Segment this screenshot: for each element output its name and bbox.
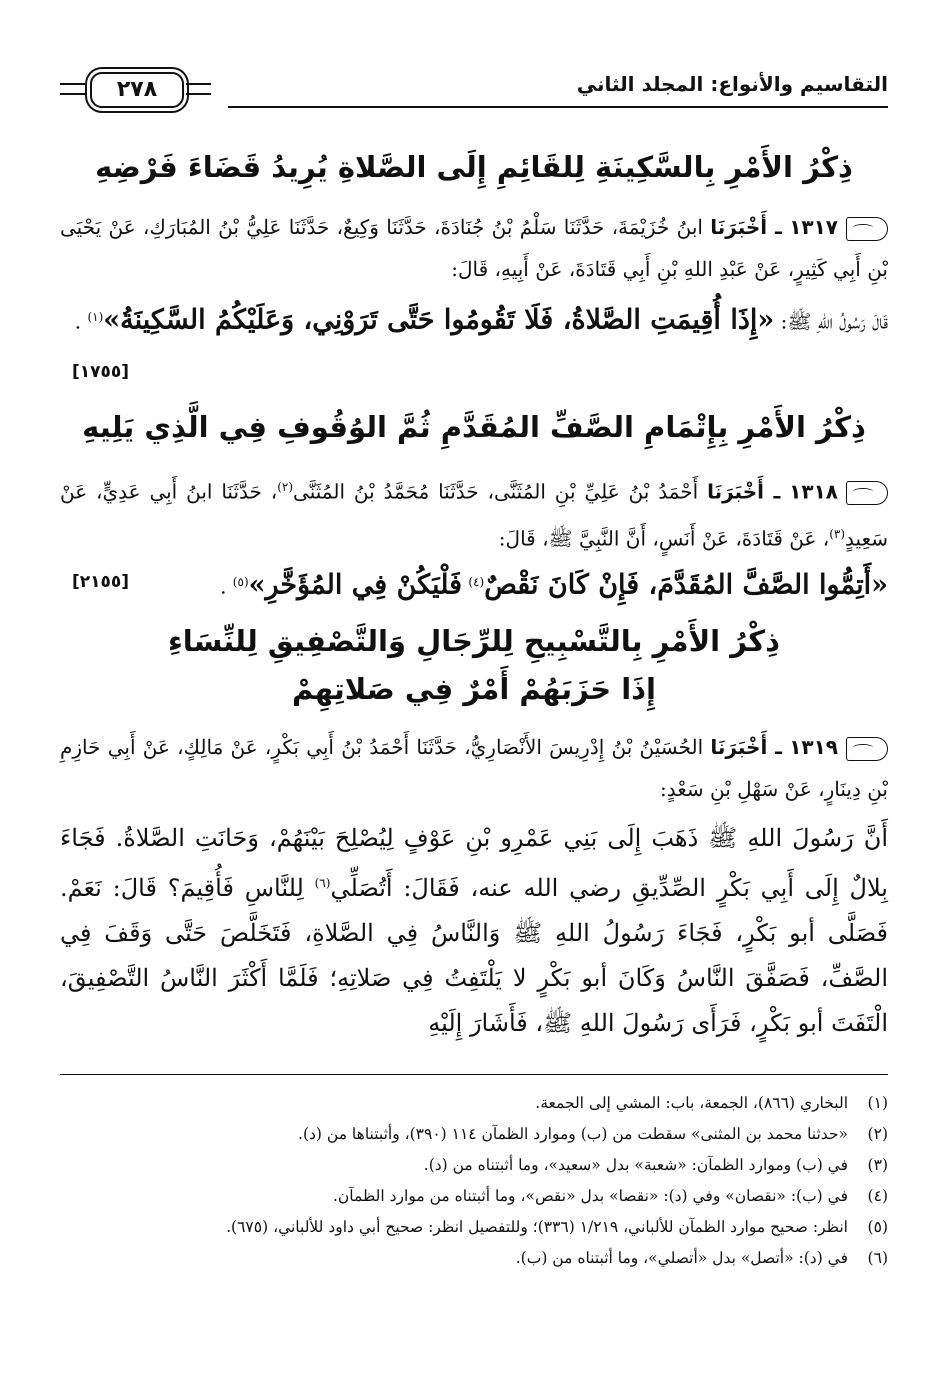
reference-number: [١٧٥٥] bbox=[72, 362, 130, 382]
matn-text: «إِذَا أُقِيمَتِ الصَّلاةُ، فَلَا تَقُومُوا حَتَّى تَرَوْنِي، وَعَلَيْكُمُ السَّكِينَةُ» bbox=[103, 304, 775, 336]
isnad-text: الحُسَيْنُ بْنُ إِدْرِيسَ الأَنْصَارِيُّ، حَدَّثَنَا أَحْمَدُ بْنُ أَبِي بَكْرٍ، عَنْ مَالِكٍ، عَنْ أَبِي حَازِمِ بْنِ دِينَارٍ، عَنْ سَهْلِ بْنِ سَعْدٍ: bbox=[60, 735, 888, 801]
section-heading-3a: ذِكْرُ الأَمْرِ بِالتَّسْبِيحِ لِلرِّجَالِ وَالتَّصْفِيقِ لِلنِّسَاءِ bbox=[167, 624, 781, 658]
footnote-text: في (ب) وموارد الظمآن: «شعبة» بدل «سعيد»، وما أثبتناه من (د). bbox=[423, 1156, 848, 1174]
hadith-number: ١٣١٩ bbox=[789, 735, 839, 759]
footnote-item bbox=[60, 1212, 888, 1243]
footnote-item bbox=[60, 1088, 888, 1119]
footnote-ref: (٢) bbox=[277, 480, 294, 494]
footnote-item bbox=[60, 1243, 888, 1274]
page-number: ٢٧٨ bbox=[90, 72, 184, 108]
page-number-box bbox=[60, 68, 210, 108]
footnote-number: (٦) bbox=[867, 1249, 888, 1267]
footnote-number: (٢) bbox=[867, 1125, 888, 1143]
matn-text-2: لِلنَّاسِ فَأُقِيمَ؟ قَالَ: نَعَمْ. فَصَلَّى أبو بَكْرٍ، فَجَاءَ رَسُولُ اللهِ ﷺ وَالنَّاسُ فِي الصَّلاةِ، فَتَخَلَّصَ حَتَّى وَقَفَ فِي الصَّفِّ، فَصَفَّقَ النَّاسُ وَكَانَ أبو بَكْرٍ لا يَلْتَفِتُ فِي صَلاتِهِ؛ فَلَمَّا أَكْثَرَ النَّاسُ التَّصْفِيقَ، الْتَفَتَ أبو بَكْرٍ، فَرَأَى رَسُولَ اللهِ ﷺ، فَأَشَارَ إِلَيْهِ bbox=[60, 874, 888, 1037]
isnad-text: ابنُ خُزَيْمَةَ، حَدَّثَنَا سَلْمُ بْنُ جُنَادَةَ، حَدَّثَنَا وَكِيعٌ، حَدَّثَنَا عَلِيُّ بْنُ المُبَارَكِ، عَنْ يَحْيَى بْنِ أَبِي كَثِيرٍ، عَنْ عَبْدِ اللهِ بْنِ أَبِي قَتَادَةَ، عَنْ أَبِيهِ، قَالَ: bbox=[60, 215, 888, 281]
matn-text-2: فَلْيَكُنْ فِي المُؤَخَّرِ» bbox=[248, 569, 463, 601]
hadith-matn bbox=[60, 816, 888, 1046]
footnote-text: انظر: صحيح موارد الظمآن للألباني، ١/٢١٩ (٣٣٦)؛ وللتفصيل انظر: صحيح أبي داود للألباني، (٦٧٥). bbox=[226, 1218, 848, 1236]
akhbarana-label: ـ أَخْبَرَنَا bbox=[707, 479, 781, 504]
akhbarana-label: ـ أَخْبَرَنَا bbox=[710, 735, 782, 759]
hadith-number: ١٣١٨ bbox=[789, 479, 838, 504]
section-heading-1: ذِكْرُ الأَمْرِ بِالسَّكِينَةِ لِلقَائِمِ إِلَى الصَّلاةِ يُرِيدُ قَضَاءَ فَرْضِهِ bbox=[95, 150, 853, 184]
footnote-ref: (٣) bbox=[829, 526, 846, 541]
running-title: التقاسيم والأنواع: المجلد الثاني bbox=[576, 72, 888, 96]
matn-text: أَنَّ رَسُولَ اللهِ ﷺ ذَهَبَ إِلَى بَنِي عَمْرِو بْنِ عَوْفٍ لِيُصْلِحَ بَيْنَهُمْ، وَحَانَتِ الصَّلاةُ. فَجَاءَ بِلالٌ إِلَى أَبِي بَكْرٍ الصِّدِّيقِ رضي الله عنه، فَقَالَ: أَتُصَلِّي bbox=[60, 824, 888, 902]
hadith-isnad bbox=[60, 466, 888, 559]
footnote-number: (٤) bbox=[867, 1187, 888, 1205]
footnote-ref: (٥) bbox=[232, 575, 249, 590]
footnote-text: في (ب): «نقصان» وفي (د): «نقصا» بدل «نقص»، وما أثبتناه من موارد الظمآن. bbox=[332, 1187, 848, 1205]
footnote-number: (٥) bbox=[867, 1218, 888, 1236]
hadith-1318 bbox=[60, 466, 888, 610]
left-ornament bbox=[60, 83, 85, 95]
footnote-ref: (٤) bbox=[468, 575, 485, 590]
right-ornament bbox=[186, 83, 211, 95]
footnote-separator bbox=[60, 1074, 888, 1075]
hadith-number: ١٣١٧ bbox=[789, 215, 839, 239]
footnote-number: (٣) bbox=[867, 1156, 888, 1174]
hadith-1319 bbox=[60, 726, 888, 1046]
section-heading-3b: إِذَا حَزَبَهُمْ أَمْرٌ فِي صَلاتِهِمْ bbox=[292, 672, 656, 706]
hadith-marker-icon bbox=[846, 481, 888, 505]
running-header bbox=[60, 68, 888, 112]
footnote-text: «حدثنا محمد بن المثنى» سقطت من (ب) وموارد الظمآن ١١٤ (٣٩٠)، وأثبتناها من (د). bbox=[298, 1125, 848, 1143]
hadith-marker-icon bbox=[846, 737, 888, 761]
hadith-matn: قَالَ رَسُولُ اللهِ ﷺ: «إِذَا أُقِيمَتِ الصَّلاةُ، فَلَا تَقُومُوا حَتَّى تَرَوْنِي، وَعَلَيْكُمُ السَّكِينَةُ»$^{(١)}$ . bbox=[74, 304, 888, 336]
isnad-text-2: ، حَدَّثَنَا ابنُ أَبِي عَدِيٍّ، عَنْ سَعِيدٍ bbox=[60, 479, 888, 551]
footnote-number: (١) bbox=[867, 1094, 888, 1112]
hadith-matn: «أَتِمُّوا الصَّفَّ المُقَدَّمَ، فَإِنْ كَانَ نَقْصٌ$^{(٤)}$ فَلْيَكُنْ فِي المُؤَخَّرِ»$^{(٥)}$ . bbox=[220, 569, 888, 601]
isnad-text: أَحْمَدُ بْنُ عَلِيِّ بْنِ المُثَنَّى، حَدَّثَنَا مُحَمَّدُ بْنُ المُثَنَّى bbox=[293, 479, 699, 504]
hadith-marker-icon bbox=[846, 217, 888, 241]
matn-text: «أَتِمُّوا الصَّفَّ المُقَدَّمَ، فَإِنْ كَانَ نَقْصٌ bbox=[484, 569, 888, 601]
footnotes bbox=[60, 1088, 888, 1274]
footnote-item bbox=[60, 1181, 888, 1212]
footnote-text: في (د): «أتصل» بدل «أتصلي»، وما أثبتناه من (ب). bbox=[515, 1249, 848, 1267]
reference-number: [٢١٥٥] bbox=[72, 572, 130, 592]
header-rule bbox=[228, 106, 888, 108]
section-heading-2: ذِكْرُ الأَمْرِ بِإِتْمَامِ الصَّفِّ المُقَدَّمِ ثُمَّ الوُقُوفِ فِي الَّذِي يَلِيهِ bbox=[82, 410, 866, 444]
footnote-text: البخاري (٨٦٦)، الجمعة، باب: المشي إلى الجمعة. bbox=[535, 1094, 848, 1112]
matn-intro: قَالَ رَسُولُ اللهِ ﷺ: bbox=[780, 309, 888, 334]
hadith-isnad bbox=[60, 726, 888, 810]
footnote-item bbox=[60, 1150, 888, 1181]
isnad-text-3: ، عَنْ قَتَادَةَ، عَنْ أَنَسٍ، أَنَّ النَّبِيَّ ﷺ، قَالَ: bbox=[498, 526, 830, 551]
hadith-isnad bbox=[60, 206, 888, 290]
hadith-1317 bbox=[60, 206, 888, 345]
footnote-ref: (٦) bbox=[314, 876, 331, 890]
footnote-ref: (١) bbox=[87, 310, 104, 324]
akhbarana-label: ـ أَخْبَرَنَا bbox=[710, 215, 782, 239]
footnote-item bbox=[60, 1119, 888, 1150]
